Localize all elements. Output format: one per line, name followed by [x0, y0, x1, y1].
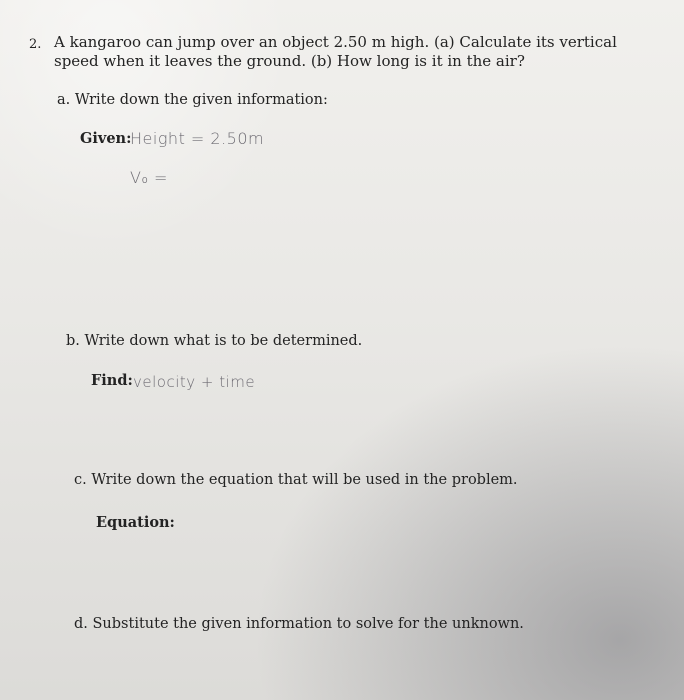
given-handwritten-height: Height = 2.50m [130, 129, 265, 148]
question-number: 2. [29, 37, 42, 52]
given-handwritten-velocity: V₀ = [130, 168, 168, 187]
part-a-prompt: a. Write down the given information: [57, 92, 328, 108]
given-label: Given: [80, 130, 132, 147]
part-b-prompt: b. Write down what is to be determined. [66, 333, 363, 349]
equation-label: Equation: [96, 514, 175, 531]
part-c-prompt: c. Write down the equation that will be used in the problem. [74, 472, 518, 488]
find-label: Find: [91, 372, 133, 389]
question-text: A kangaroo can jump over an object 2.50 m high. (a) Calculate its vertical speed when it leaves the ground. (b) How long is it in the air? [54, 33, 617, 70]
part-d-prompt: d. Substitute the given information to solve for the unknown. [74, 616, 524, 632]
find-handwritten: velocity + time [133, 373, 256, 391]
